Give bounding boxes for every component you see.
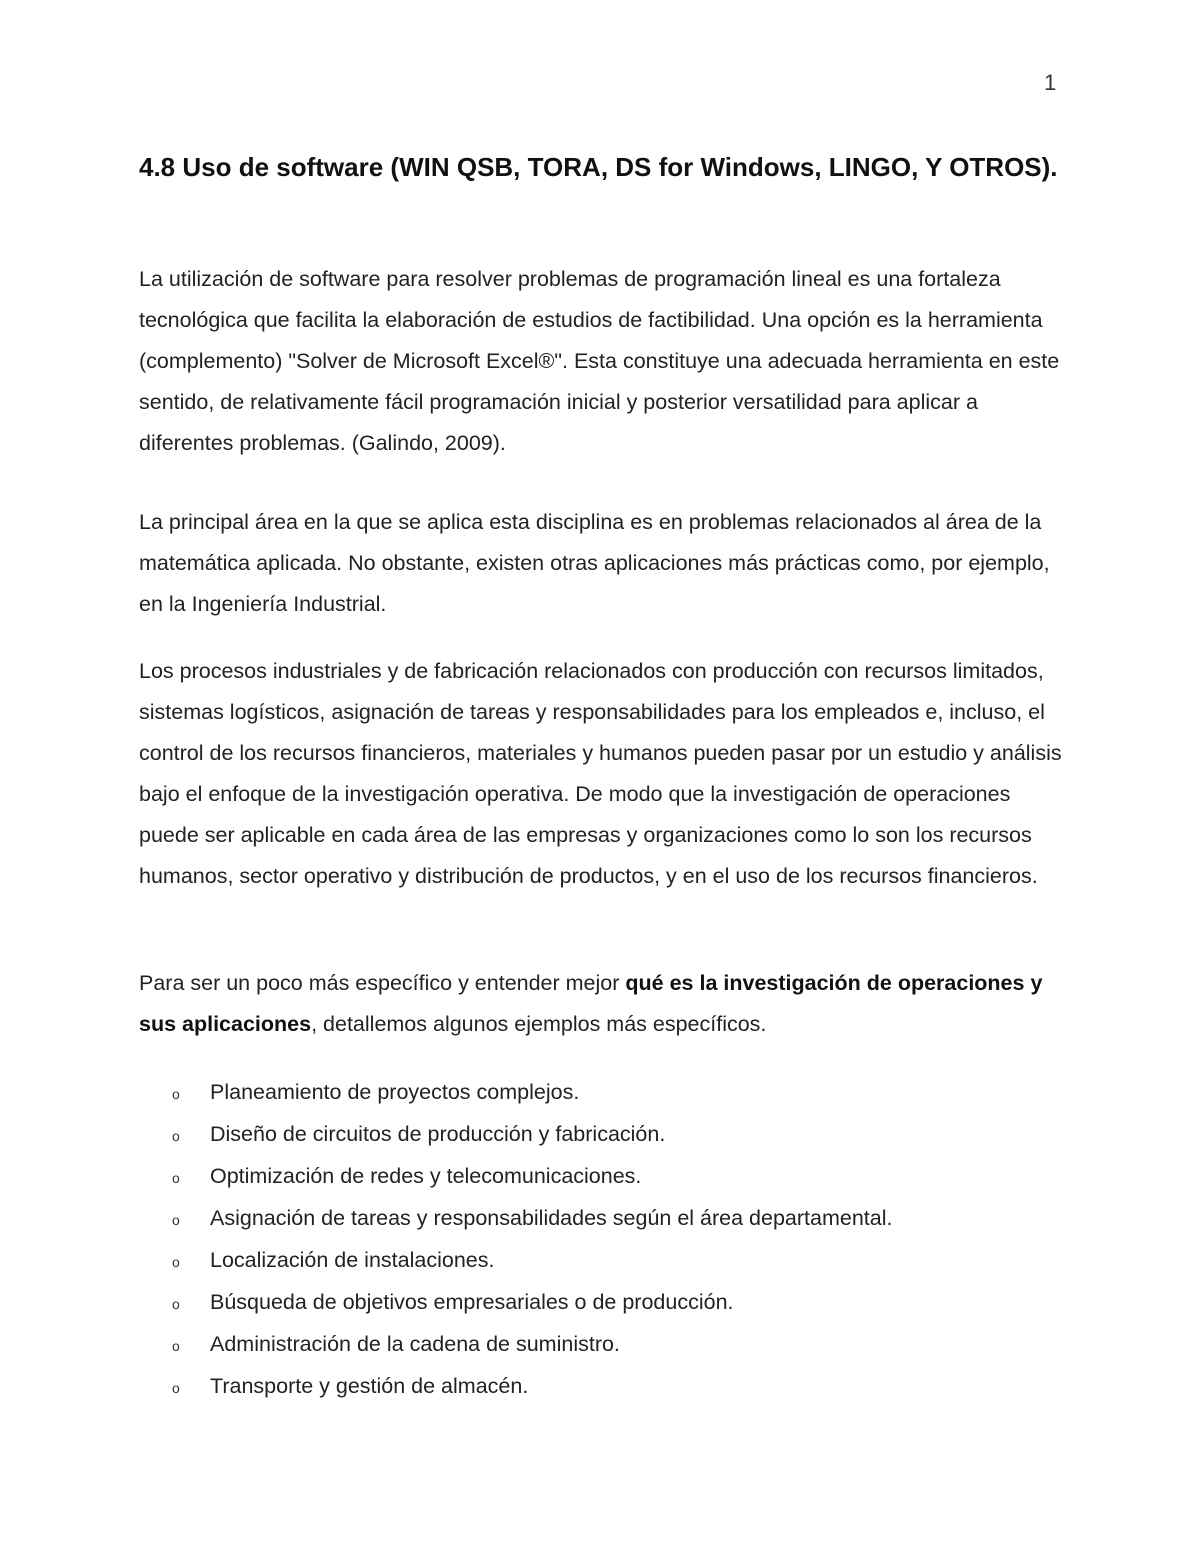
list-item-text: Localización de instalaciones. bbox=[210, 1248, 495, 1272]
paragraph-application-area: La principal área en la que se aplica esta disciplina es en problemas relacionados al área de la matemática aplicada. No obstante, existen otras aplicaciones más prácticas como, por ejemplo, en la Ingeniería Industrial. bbox=[139, 510, 1050, 616]
bullet-marker-icon: o bbox=[172, 1170, 180, 1186]
bullet-marker-icon: o bbox=[172, 1086, 180, 1102]
list-item-text: Optimización de redes y telecomunicaciones. bbox=[210, 1164, 642, 1188]
examples-intro-bold-text: qué es la investigación de operaciones y sus aplicaciones bbox=[139, 971, 1043, 1036]
bullet-marker-icon: o bbox=[172, 1128, 180, 1144]
list-item bbox=[172, 1365, 892, 1407]
list-item-text: Transporte y gestión de almacén. bbox=[210, 1374, 529, 1398]
bullet-marker-icon: o bbox=[172, 1338, 180, 1354]
examples-list bbox=[172, 1071, 892, 1407]
list-item-text: Planeamiento de proyectos complejos. bbox=[210, 1080, 580, 1104]
page-number: 1 bbox=[1044, 70, 1057, 95]
paragraph-examples-intro bbox=[139, 963, 1064, 1045]
list-item-text: Diseño de circuitos de producción y fabricación. bbox=[210, 1122, 666, 1146]
bullet-marker-icon: o bbox=[172, 1254, 180, 1270]
paragraph-software-intro: La utilización de software para resolver problemas de programación lineal es una fortaleza tecnológica que facilita la elaboración de estudios de factibilidad. Una opción es la herramienta (complemento) "Solver de Microsoft Excel®". Esta constituye una adecuada herramienta en este sentido, de relativamente fácil programación inicial y posterior versatilidad para aplicar a diferentes problemas. (Galindo, 2009). bbox=[139, 267, 1060, 455]
list-item-text: Administración de la cadena de suministro. bbox=[210, 1332, 620, 1356]
bullet-marker-icon: o bbox=[172, 1296, 180, 1312]
list-item bbox=[172, 1197, 892, 1239]
examples-intro-text: Para ser un poco más específico y entender mejor bbox=[139, 971, 626, 995]
bullet-marker-icon: o bbox=[172, 1380, 180, 1396]
list-item bbox=[172, 1323, 892, 1365]
list-item bbox=[172, 1071, 892, 1113]
list-item bbox=[172, 1155, 892, 1197]
list-item bbox=[172, 1113, 892, 1155]
list-item bbox=[172, 1281, 892, 1323]
section-heading: 4.8 Uso de software (WIN QSB, TORA, DS for Windows, LINGO, Y OTROS). bbox=[139, 152, 1058, 182]
list-item bbox=[172, 1239, 892, 1281]
list-item-text: Asignación de tareas y responsabilidades según el área departamental. bbox=[210, 1206, 893, 1230]
list-item-text: Búsqueda de objetivos empresariales o de producción. bbox=[210, 1290, 734, 1314]
bullet-marker-icon: o bbox=[172, 1212, 180, 1228]
paragraph-industrial-processes: Los procesos industriales y de fabricación relacionados con producción con recursos limitados, sistemas logísticos, asignación de tareas y responsabilidades para los empleados e, incluso, el control de los recursos financieros, materiales y humanos pueden pasar por un estudio y análisis bajo el enfoque de la investigación operativa. De modo que la investigación de operaciones puede ser aplicable en cada área de las empresas y organizaciones como lo son los recursos humanos, sector operativo y distribución de productos, y en el uso de los recursos financieros. bbox=[139, 659, 1062, 888]
examples-intro-end-text: , detallemos algunos ejemplos más específicos. bbox=[311, 1012, 767, 1036]
